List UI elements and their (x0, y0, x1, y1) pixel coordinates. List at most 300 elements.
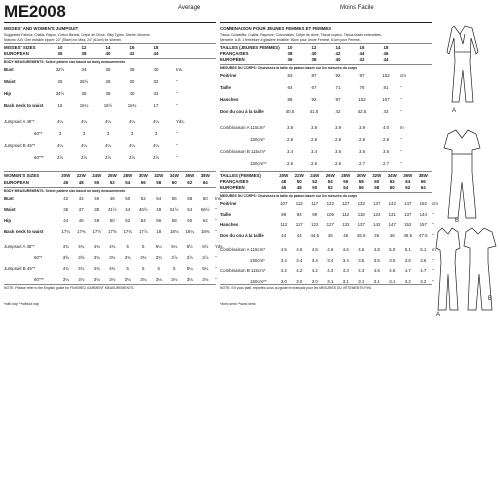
cell: 5¼ (171, 244, 178, 249)
cell: 46.5 (403, 232, 413, 238)
row-values (276, 279, 431, 284)
cell: 46 (383, 51, 389, 56)
cell: 4¼ (80, 143, 88, 148)
women-euro-row (58, 180, 213, 185)
cell: 5½ (186, 244, 193, 249)
cell: 3.4 (342, 257, 349, 263)
cell: 44.5 (310, 232, 320, 238)
row-values (58, 277, 213, 282)
cell: 34W (169, 173, 179, 178)
cell: 42 (359, 57, 365, 62)
cell: 30W (356, 173, 366, 178)
cell: 52 (312, 179, 318, 184)
cell: 58 (374, 185, 380, 190)
cell: 3.5 (358, 149, 366, 154)
row-values (58, 218, 213, 223)
row-unit: " (215, 218, 217, 223)
francaises-label: FRANÇAISES (220, 51, 249, 56)
row-unit: " (400, 137, 402, 142)
cell: 50 (312, 185, 318, 190)
cell: 147 (404, 201, 412, 206)
cell: 5 (157, 266, 160, 271)
cell: 83 (287, 73, 293, 78)
cell: 3.5 (382, 149, 390, 154)
fabrics-en: Suggested Fabrics: Challis, Rayon, Cotton Blends, Crepe de Chine, Silky Types, Stretch Wovens. (4, 33, 151, 37)
row-values (278, 149, 398, 154)
cell: 25 (57, 79, 63, 84)
cell: 56 (140, 180, 146, 185)
cell: 3⅛ (202, 277, 209, 282)
cell: 3¾ (109, 255, 116, 260)
cell: 44 (359, 51, 365, 56)
cell: 4.8 (373, 247, 380, 252)
row-values (58, 229, 213, 234)
cell: 3 (82, 131, 86, 136)
cell: 3.1 (373, 278, 380, 284)
row-label: Bust (4, 67, 14, 72)
cell: 62 (389, 179, 395, 184)
francaises2-row (276, 179, 431, 184)
cell: 117 (311, 201, 319, 206)
row-values (58, 207, 213, 212)
cell: 32W (154, 173, 164, 178)
cell: 54 (156, 196, 162, 201)
cell: 64 (420, 185, 426, 190)
cell: 37 (78, 207, 84, 212)
cell: 127 (342, 201, 350, 206)
cell: 10 (57, 45, 63, 50)
row-unit: " (176, 91, 178, 96)
cell: 34 (81, 67, 87, 72)
cell: 20W (61, 173, 71, 178)
cell: 157 (419, 222, 427, 227)
row-values (48, 143, 168, 148)
row-label: Bust (4, 196, 14, 201)
cell: 26½ (79, 79, 89, 84)
fabrics-fr: Tissus Conseillés: Challis, Rayonne, Cotonnades, Crêpe de chine, Tissus soyeux, Tissus tissés extensibles. (220, 33, 382, 37)
cell: 3.8 (286, 125, 294, 130)
body-heading-fr: MESURES DU CORPS: Choisissez la taille du patron basée sur les mesures du corps (220, 66, 357, 70)
cell: 3.9 (334, 125, 342, 130)
cell: 4.5 (311, 247, 318, 252)
row-values (278, 137, 398, 142)
row-label: Taille (220, 85, 231, 90)
cell: 62 (202, 218, 208, 223)
cell: 87 (311, 73, 317, 78)
cell: 3.5 (373, 257, 380, 263)
cell: 4¼ (56, 143, 64, 148)
cell: 5 (142, 266, 145, 271)
cell: 24W (310, 173, 320, 178)
cell: 10 (287, 45, 293, 50)
cell: 42 (335, 109, 341, 114)
cell: 4¼ (104, 119, 112, 124)
european-label-fr-2: EUROPÉEN (220, 185, 245, 190)
cell: 42 (153, 91, 159, 96)
cell: 3⅝ (62, 255, 69, 260)
cell: 40 (105, 51, 111, 56)
cell: 56½ (200, 207, 210, 212)
title-en: MISSES' AND WOMEN'S JUMPSUIT (4, 26, 79, 31)
euro-row-fr (278, 57, 398, 62)
cell: 3.1 (327, 278, 334, 284)
cell: 4¼ (152, 119, 160, 124)
cell: 35 (63, 207, 69, 212)
cell: 14 (105, 45, 111, 50)
row-values (276, 233, 431, 238)
cell: 60 (171, 180, 177, 185)
misses-sizes-row (48, 45, 168, 50)
cell: 54 (140, 218, 146, 223)
row-label: Jumpsuit B 45"* (4, 266, 36, 271)
cell: 48 (78, 180, 84, 185)
cell: 3.1 (389, 278, 396, 284)
cell: 64 (405, 179, 411, 184)
cell: 40 (129, 91, 135, 96)
cell: 16½ (103, 103, 113, 108)
cell: 58 (171, 218, 177, 223)
cell: 18⅜ (200, 229, 210, 234)
cell: 4.5 (389, 268, 396, 273)
row-unit: " (400, 85, 402, 90)
row-unit: " (176, 155, 178, 160)
cell: 18 (156, 229, 162, 234)
cell: 28 (105, 79, 111, 84)
cell: 2.7 (382, 161, 390, 166)
cell: 17⅞ (138, 229, 148, 234)
cell: 22W (76, 173, 86, 178)
cell: 132 (357, 201, 365, 206)
cell: 4¾ (93, 266, 100, 271)
cell: 5½ (202, 244, 209, 249)
cell: 2⅞ (128, 155, 136, 160)
row-values (48, 103, 168, 108)
cell: 4.2 (311, 268, 318, 273)
view-label-b: B (455, 218, 460, 224)
cell: 3¾ (140, 255, 147, 260)
cell: 3¾ (93, 255, 100, 260)
cell: 124 (373, 211, 381, 217)
cell: 44 (281, 232, 287, 238)
cell: 131 (388, 211, 396, 217)
cell: 38W (418, 173, 428, 178)
cell: 44 (63, 218, 69, 223)
cell: 137 (404, 211, 412, 217)
cell: 117 (295, 222, 303, 227)
cell: 42 (335, 51, 341, 56)
cell: 50 (296, 179, 302, 184)
row-unit: " (215, 229, 217, 234)
cell: 107 (382, 97, 390, 102)
row-label: Waist (4, 79, 16, 84)
row-values (48, 79, 168, 84)
body-heading-en-2: BODY MEASUREMENTS: Select pattern size based on body measurements (4, 189, 126, 193)
row-label: Combinaison A 115cm* (220, 247, 266, 252)
cell: 122 (311, 222, 319, 227)
cell: 67 (311, 85, 317, 90)
cell: 3.1 (358, 278, 365, 284)
cell: 71 (335, 85, 341, 90)
cell: 4.6 (358, 247, 365, 252)
cell: 50 (94, 180, 100, 185)
cell: 54 (125, 180, 131, 185)
cell: 4¾ (109, 244, 116, 249)
cell: 20W (279, 173, 289, 178)
cell: 89 (281, 211, 287, 217)
row-values (48, 131, 168, 136)
cell: 56 (343, 179, 349, 184)
row-label: Poitrine (220, 201, 237, 206)
cell: 3.5 (389, 257, 396, 263)
cell: 3.0 (296, 278, 303, 284)
cell: 2.8 (358, 137, 366, 142)
row-label: 150cm* (250, 137, 265, 142)
cell: 46 (94, 196, 100, 201)
cell: 44 (78, 196, 84, 201)
cell: 3.1 (342, 278, 349, 284)
row-unit: cm (432, 201, 438, 206)
cell: 2.6 (310, 161, 318, 166)
cell: 16 (57, 103, 63, 108)
notions-fr: Mercerie: A,B: 1 fermeture à glissière invisible: 56cm pour Jeune Femme, 61cm pour Femme. (220, 38, 361, 42)
cell: 3¾ (124, 255, 131, 260)
cell: 4.5 (280, 247, 287, 252)
cell: 4¼ (152, 143, 160, 148)
cell: 3.5 (358, 257, 365, 263)
row-values (58, 244, 213, 249)
cell: 5.1 (404, 247, 411, 252)
cell: 5 (173, 266, 176, 271)
cell: 66 (420, 179, 426, 184)
cell: 3.9 (358, 125, 366, 130)
notions-en: Notions: A,B: One invisible zipper: 22" (56cm) for Miss, 24" (61cm) for Women. (4, 38, 123, 42)
cell: 49 (156, 207, 162, 212)
cell: 17¾ (123, 229, 133, 234)
row-unit: " (176, 143, 178, 148)
cell: 137 (373, 201, 381, 206)
cell: 5 (126, 266, 129, 271)
cell: 4¼ (128, 143, 136, 148)
cell: 46 (389, 232, 395, 238)
cell: 107 (280, 201, 288, 206)
row-unit: Ins. (215, 196, 223, 201)
cell: 38 (311, 57, 317, 62)
women-sizes-row (58, 173, 213, 178)
cell: 2.8 (286, 137, 294, 142)
row-label: Poitrine (220, 73, 237, 78)
cell: 144 (419, 211, 427, 217)
row-unit: " (400, 109, 402, 114)
note-fr: NOTE: S'il vous plaît, reportez-vous au guide en français pour les MESURES DU VÊTEMENTS FINI. (220, 286, 372, 290)
row-label: 60"** (34, 155, 44, 160)
row-label: Jumpsuit B 45"* (4, 143, 36, 148)
francaises-label-2: FRANÇAISES (220, 179, 249, 184)
cell: 4.6 (327, 247, 334, 252)
cell: 48 (94, 218, 100, 223)
cell: 48 (109, 196, 115, 201)
cell: 18 (383, 45, 389, 50)
row-values (276, 247, 431, 252)
row-unit: m (400, 125, 404, 130)
cell: 97 (335, 97, 341, 102)
cell: 5.0 (389, 247, 396, 252)
row-unit: " (215, 266, 217, 271)
cell: 92 (335, 73, 341, 78)
row-values (276, 222, 431, 227)
women-sizes-label: WOMEN'S SIZES (4, 173, 40, 178)
cell: 4¼ (56, 119, 64, 124)
row-unit: Yds. (176, 119, 185, 124)
row-label: Waist (4, 207, 16, 212)
row-values (278, 73, 398, 78)
row-values (278, 161, 398, 166)
cell: 3 (58, 131, 62, 136)
cell: 99 (312, 211, 318, 217)
cell: 32 (153, 79, 159, 84)
cell: 46 (63, 180, 69, 185)
header-rule-en (4, 22, 216, 23)
cell: 4.2 (280, 268, 287, 273)
misses-sizes-label: MISSES' SIZES (4, 45, 36, 50)
cell: 92 (311, 97, 317, 102)
row-values (278, 109, 398, 114)
francaises-row (278, 51, 398, 56)
cell: 152 (404, 222, 412, 227)
cell: 3⅞ (186, 255, 193, 260)
cell: 54 (343, 185, 349, 190)
cell: 3.2 (404, 278, 411, 284)
row-label: 150cm* (250, 257, 265, 263)
cell: 142 (373, 222, 381, 227)
view-label-a-back: A (436, 312, 441, 318)
row-unit: " (432, 278, 434, 284)
row-unit: " (215, 207, 217, 212)
row-label: Hanches (220, 97, 239, 102)
cell: 60 (389, 185, 395, 190)
cell: 3.2 (420, 278, 427, 284)
cell: 4.7 (404, 268, 411, 273)
row-unit: " (215, 255, 217, 260)
cell: 2.7 (358, 161, 366, 166)
cell: 137 (357, 222, 365, 227)
cell: 2.6 (334, 161, 342, 166)
cell: 2.8 (310, 137, 318, 142)
header-rule-fr (220, 22, 432, 23)
cell: 17¼ (61, 229, 71, 234)
cell: 2.8 (334, 137, 342, 142)
cell: 4.3 (342, 268, 349, 273)
cell: 40 (335, 57, 341, 62)
cell: 40 (311, 51, 317, 56)
cell: 18 (153, 45, 159, 50)
cell: 2⅞ (80, 155, 88, 160)
row-values (48, 67, 168, 72)
cell: 38 (105, 91, 111, 96)
cell: 46 (374, 232, 380, 238)
cell: 52 (140, 196, 146, 201)
cell: 3⅛ (93, 277, 100, 282)
cell: 3.4 (296, 257, 303, 263)
cell: 3⅛ (62, 277, 69, 282)
cell: 122 (326, 201, 334, 206)
cell: 60 (374, 179, 380, 184)
cell: 3.4 (310, 149, 318, 154)
cell: 105 (326, 211, 334, 217)
row-label: Combinaison B 115cm* (220, 149, 266, 154)
cell: 4¾ (78, 244, 85, 249)
cell: 3.4 (280, 257, 287, 263)
technical-drawings (432, 22, 498, 322)
cell: 26W (325, 173, 335, 178)
cell: 36W (185, 173, 195, 178)
cell: 3⅛ (140, 277, 147, 282)
cell: 38 (287, 51, 293, 56)
cell: 2⅞ (56, 155, 64, 160)
row-values (58, 266, 213, 271)
cell: 5¼ (186, 266, 193, 271)
cell: 17 (153, 103, 159, 108)
cell: 45 (327, 232, 333, 238)
difficulty-level-en: Average (178, 5, 201, 11)
cell: 112 (342, 211, 350, 217)
sizes2-row-fr (276, 173, 431, 178)
cell: 4.6 (342, 247, 349, 252)
cell: 17⅝ (107, 229, 117, 234)
cell: 41½ (107, 207, 117, 212)
cell: 3⅛ (109, 277, 116, 282)
row-label: Dos du cou à la taille (220, 232, 264, 238)
row-label: Hip (4, 218, 12, 223)
cell: 3 (154, 131, 158, 136)
cell: 3⅛ (124, 277, 131, 282)
cell: 16 (129, 45, 135, 50)
cell: 3⅛ (78, 277, 85, 282)
cell: 44 (296, 232, 302, 238)
cell: 42 (129, 51, 135, 56)
cell: 45.5 (356, 232, 366, 238)
misses-euro-row (48, 51, 168, 56)
row-unit: " (215, 277, 217, 282)
cell: 56 (171, 196, 177, 201)
cell: 40 (153, 67, 159, 72)
cell: 32W (372, 173, 382, 178)
cell: 5 (142, 244, 145, 249)
cell: 102 (358, 97, 366, 102)
cell: 48 (296, 185, 302, 190)
cell: 64 (287, 85, 293, 90)
cell: 4¼ (80, 119, 88, 124)
cell: 4.2 (296, 268, 303, 273)
cell: 58 (187, 196, 193, 201)
cell: 127 (326, 222, 334, 227)
row-values (58, 196, 213, 201)
cell: 2⅞ (104, 155, 112, 160)
row-unit: " (400, 97, 402, 102)
cell: 62 (405, 185, 411, 190)
row-label: 60"** (34, 277, 44, 282)
row-label: Jumpsuit A 45"* (4, 119, 35, 124)
cell: 30W (138, 173, 148, 178)
sizes-label-fr: TAILLES (JEUNES FEMMES) (220, 45, 280, 50)
cell: 4¾ (62, 244, 69, 249)
cell: 142 (388, 201, 396, 206)
row-unit: " (432, 222, 434, 227)
row-label: Jumpsuit A 45"* (4, 244, 35, 249)
body-heading-fr-2: MESURES DU CORPS: Choisissez la taille du patron basée sur les mesures du corps (220, 194, 357, 198)
cell: 42 (63, 196, 69, 201)
row-unit: " (400, 161, 402, 166)
cell: 60 (187, 218, 193, 223)
